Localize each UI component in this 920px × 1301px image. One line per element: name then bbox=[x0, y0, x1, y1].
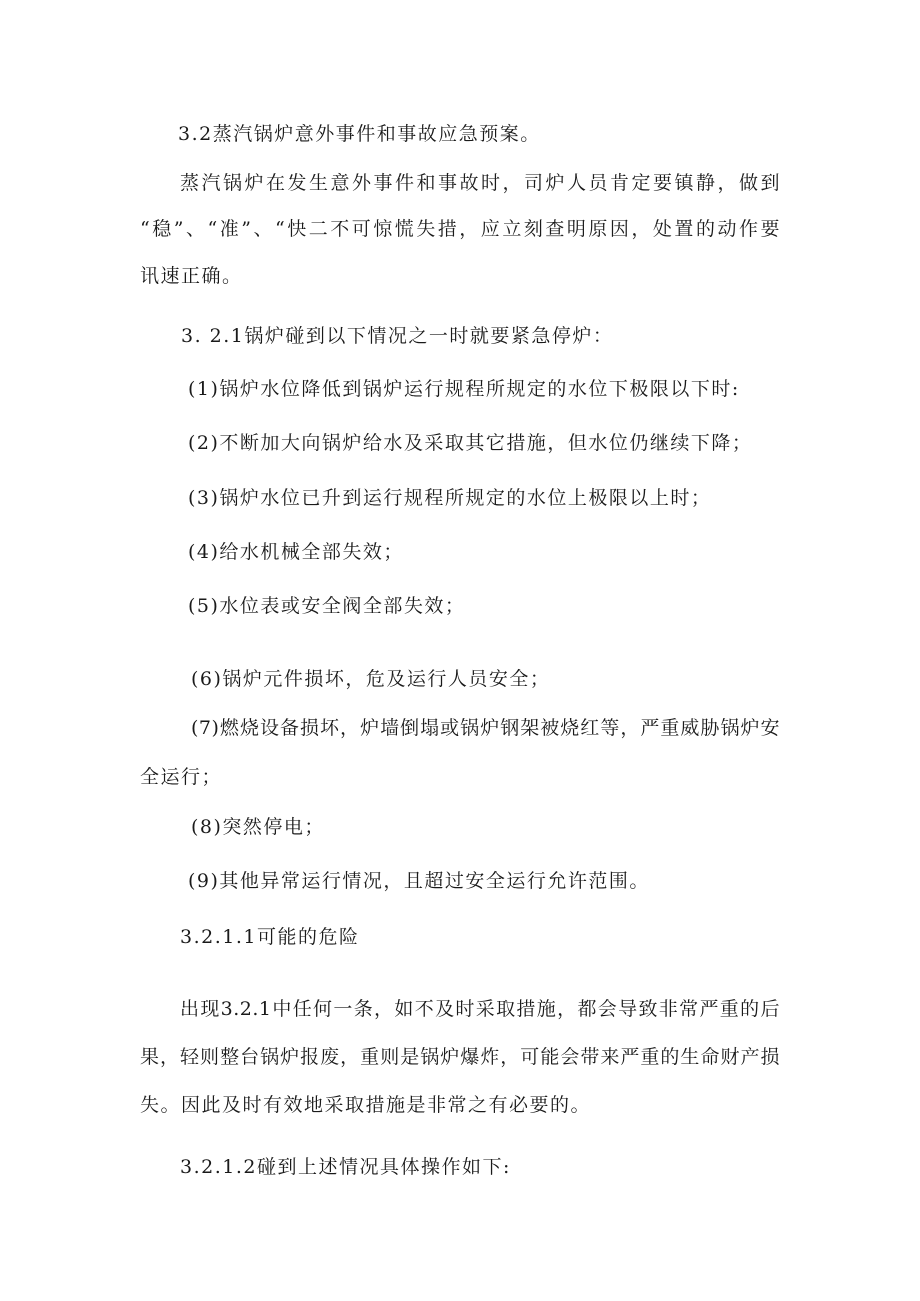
list-item: (2)不断加大向锅炉给水及采取其它措施，但水位仍继续下降； bbox=[188, 432, 753, 454]
paragraph-line: 出现3.2.1中任何一条，如不及时采取措施，都会导致非常严重的后 bbox=[180, 998, 780, 1020]
list-item: (9)其他异常运行情况，且超过安全运行允许范围。 bbox=[188, 870, 650, 892]
section-heading-3-2-1-2: 3.2.1.2碰到上述情况具体操作如下: bbox=[180, 1156, 511, 1178]
paragraph-line: 蒸汽锅炉在发生意外事件和事故时，司炉人员肯定要镇静，做到 bbox=[180, 172, 780, 194]
list-item: (7)燃烧设备损坏，炉墙倒塌或锅炉钢架被烧红等，严重威胁锅炉安 bbox=[191, 717, 780, 739]
list-item-continuation: 全运行； bbox=[140, 766, 223, 788]
list-item: (6)锅炉元件损坏，危及运行人员安全； bbox=[191, 668, 551, 690]
list-item: (4)给水机械全部失效； bbox=[188, 541, 404, 563]
list-item: (3)锅炉水位已升到运行规程所规定的水位上极限以上时； bbox=[188, 487, 712, 509]
list-item: (8)突然停电； bbox=[191, 816, 325, 838]
paragraph-line: “稳”、“准”、“快二不可惊慌失措，应立刻查明原因，处置的动作要 bbox=[140, 218, 780, 240]
section-heading-3-2-1: 3. 2.1锅炉碰到以下情况之一时就要紧急停炉： bbox=[181, 325, 614, 347]
list-item: (5)水位表或安全阀全部失效； bbox=[188, 595, 466, 617]
paragraph-line: 果，轻则整台锅炉报废，重则是锅炉爆炸，可能会带来严重的生命财产损 bbox=[140, 1046, 780, 1068]
section-heading-3-2: 3.2蒸汽锅炉意外事件和事故应急预案。 bbox=[178, 123, 541, 145]
list-item: (1)锅炉水位降低到锅炉运行规程所规定的水位下极限以下时: bbox=[188, 378, 740, 400]
paragraph-line: 讯速正确。 bbox=[140, 265, 243, 287]
section-heading-3-2-1-1: 3.2.1.1可能的危险 bbox=[180, 926, 360, 948]
paragraph-line: 失。因此及时有效地采取措施是非常之有必要的。 bbox=[140, 1094, 592, 1116]
